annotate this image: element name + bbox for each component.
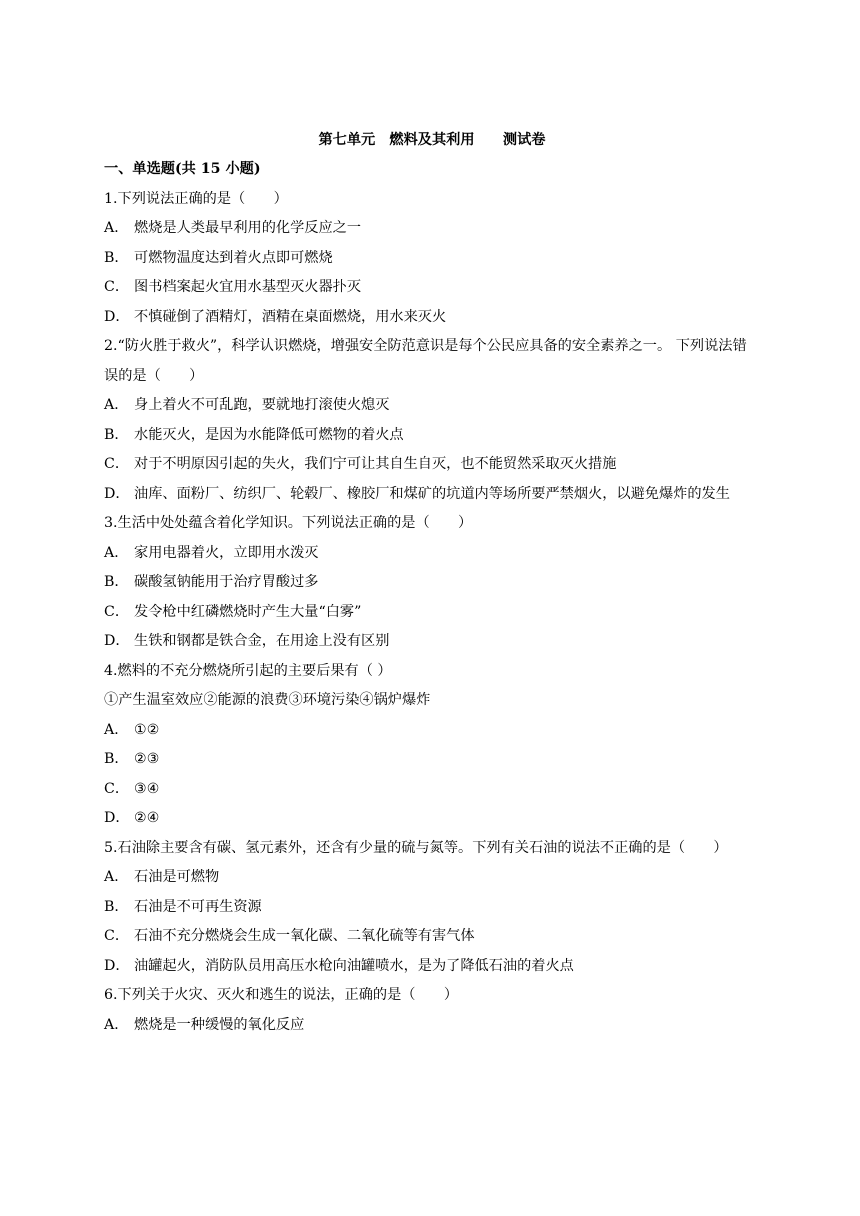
option-text: 可燃物温度达到着火点即可燃烧 (134, 249, 333, 266)
option-letter: A． (104, 721, 129, 738)
option-text: ③④ (134, 780, 160, 797)
question-stem (104, 185, 760, 215)
question-number: 6. (104, 987, 118, 1003)
question-6 (104, 981, 760, 1040)
question-4 (104, 657, 760, 834)
question-stem (104, 981, 760, 1011)
section-heading: 一、单选题(共 15 小题) (104, 161, 261, 177)
option-text: 燃烧是人类最早利用的化学反应之一 (134, 220, 362, 236)
question-5 (104, 834, 760, 982)
question-number: 3. (104, 515, 118, 531)
option-text: 燃烧是一种缓慢的氧化反应 (134, 1016, 305, 1033)
option-letter: C． (104, 279, 130, 295)
option-c (104, 450, 760, 480)
document-page (104, 126, 760, 1040)
option-text: 石油不充分燃烧会生成一氧化碳、二氧化硫等有害气体 (134, 928, 475, 944)
option-letter: C． (104, 928, 130, 944)
question-text: 燃料的不充分燃烧所引起的主要后果有（ ） (117, 662, 392, 679)
option-letter: C． (104, 456, 130, 472)
question-number: 1. (104, 190, 118, 207)
question-number: 5. (104, 839, 118, 856)
option-b (104, 244, 760, 274)
option-text: ①② (134, 721, 160, 738)
option-a (104, 1011, 760, 1041)
option-c (104, 598, 760, 628)
question-2 (104, 332, 760, 509)
document-title: 第七单元 燃料及其利用 测试卷 (318, 132, 546, 148)
option-text: 油罐起火，消防队员用高压水枪向油罐喷水，是为了降低石油的着火点 (134, 957, 574, 974)
option-a (104, 716, 760, 746)
option-letter: B． (104, 574, 129, 590)
question-text: 下列关于火灾、灭火和逃生的说法，正确的是（ ） (117, 987, 459, 1003)
option-letter: A． (104, 397, 129, 413)
option-letter: C． (104, 603, 130, 620)
option-c (104, 775, 760, 805)
question-stem (104, 332, 760, 391)
option-letter: B． (104, 898, 129, 915)
question-text: 生活中处处蕴含着化学知识。下列说法正确的是（ ） (117, 515, 473, 531)
option-d (104, 480, 760, 510)
question-1 (104, 185, 760, 333)
option-text: 对于不明原因引起的失火，我们宁可让其自生自灭，也不能贸然采取灭火措施 (134, 456, 617, 472)
option-text: ②③ (134, 751, 160, 767)
option-letter: A． (104, 220, 129, 236)
option-d (104, 303, 760, 333)
option-letter: C． (104, 780, 130, 797)
option-text: 石油是不可再生资源 (134, 898, 262, 915)
question-stem (104, 657, 760, 687)
option-a (104, 539, 760, 569)
option-text: 图书档案起火宜用水基型灭火器扑灭 (134, 279, 362, 295)
option-letter: D． (104, 308, 130, 325)
option-text: 身上着火不可乱跑，要就地打滚使火熄灭 (134, 397, 390, 413)
option-text: ②④ (134, 810, 160, 826)
option-letter: B． (104, 426, 129, 443)
option-text: 油库、面粉厂、纺织厂、轮毂厂、橡胶厂和煤矿的坑道内等场所要严禁烟火，以避免爆炸的发生 (134, 485, 730, 502)
option-c (104, 273, 760, 303)
option-b (104, 893, 760, 923)
question-text: 下列说法正确的是（ ） (117, 190, 288, 207)
option-b (104, 745, 760, 775)
option-text: 水能灭火，是因为水能降低可燃物的着火点 (134, 426, 404, 443)
option-d (104, 952, 760, 982)
option-text: 发令枪中红磷燃烧时产生大量“白雾” (134, 603, 362, 620)
option-a (104, 391, 760, 421)
option-letter: D． (104, 810, 130, 826)
option-letter: D． (104, 633, 130, 649)
question-stem (104, 834, 760, 864)
option-text: 石油是可燃物 (134, 869, 220, 885)
option-c (104, 922, 760, 952)
option-text: 生铁和钢都是铁合金，在用途上没有区别 (134, 633, 390, 649)
question-3 (104, 509, 760, 657)
option-letter: A． (104, 1016, 129, 1033)
option-letter: D． (104, 485, 130, 502)
option-text: 不慎碰倒了酒精灯，酒精在桌面燃烧，用水来灭火 (134, 308, 447, 325)
option-letter: B． (104, 249, 129, 266)
option-d (104, 627, 760, 657)
question-text: “防火胜于救火”，科学认识燃烧，增强安全防范意识是每个公民应具备的安全素养之一。 下列说法错误的是（ ） (104, 338, 747, 384)
question-number: 2. (104, 338, 118, 354)
question-statements: ①产生温室效应②能源的浪费③环境污染④锅炉爆炸 (104, 692, 431, 708)
option-a (104, 863, 760, 893)
option-letter: D． (104, 957, 130, 974)
question-text: 石油除主要含有碳、氢元素外，还含有少量的硫与氮等。下列有关石油的说法不正确的是（ ） (117, 839, 728, 856)
question-number: 4. (104, 662, 118, 679)
option-text: 家用电器着火，立即用水泼灭 (134, 544, 319, 561)
option-letter: B． (104, 751, 129, 767)
option-letter: A． (104, 544, 129, 561)
question-stem (104, 509, 760, 539)
option-b (104, 421, 760, 451)
option-b (104, 568, 760, 598)
option-text: 碳酸氢钠能用于治疗胃酸过多 (134, 574, 319, 590)
option-letter: A． (104, 869, 129, 885)
option-a (104, 214, 760, 244)
option-d (104, 804, 760, 834)
